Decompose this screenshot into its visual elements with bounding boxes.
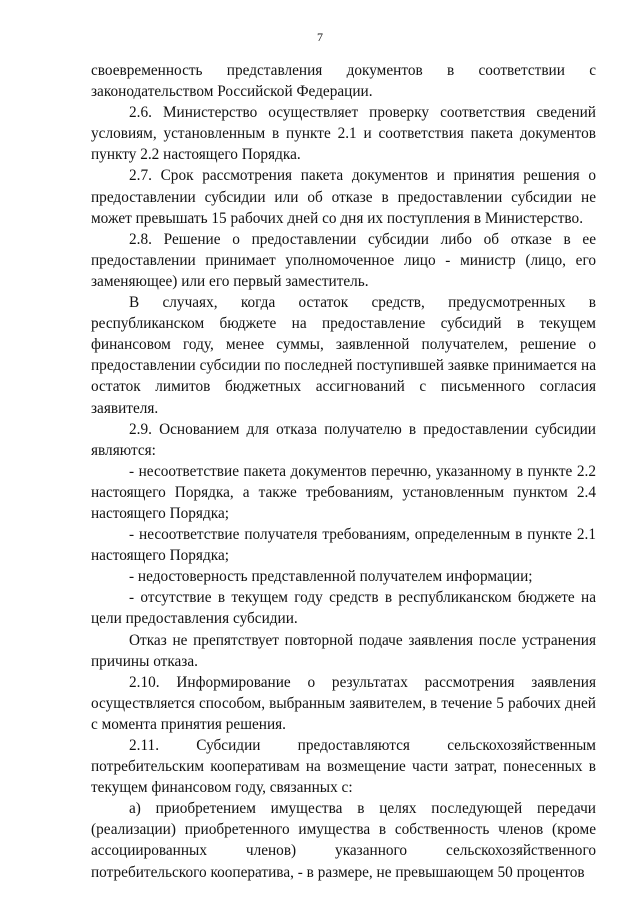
paragraph-2-9: 2.9. Основанием для отказа получателю в предоставлении субсидии являются:	[91, 420, 596, 459]
paragraph-2-6: 2.6. Министерство осуществляет проверку соответствия сведений условиям, установленным в пункте 2.1 и соответствия пакета документов пункту 2.2 настоящего Порядка.	[91, 104, 596, 164]
document-body	[91, 60, 596, 883]
paragraph-remaining-funds: В случаях, когда остаток средств, предусмотренных в республиканском бюджете на предоставление субсидий в текущем финансовом году, менее суммы, заявленной получателем, решение о предоставлении субсидии по последней поступившей заявке принимается на остаток лимитов бюджетных ассигнований с письменного согласия заявителя.	[91, 294, 596, 417]
paragraph-2-11-a: а) приобретением имущества в целях последующей передачи (реализации) приобретенного имущества в собственность членов (кроме ассоциированных членов) указанного сельскохозяйственного потребительского кооператива, - в размере, не превышающем 50 процентов	[91, 800, 596, 881]
page-number: 7	[317, 30, 323, 44]
list-item-refusal-3: - недостоверность представленной получателем информации;	[129, 568, 533, 586]
paragraph-continuation: своевременность представления документов в соответствии с законодательством Российской Федерации.	[91, 62, 596, 101]
paragraph-2-10: 2.10. Информирование о результатах рассмотрения заявления осуществляется способом, выбранным заявителем, в течение 5 рабочих дней с момента принятия решения.	[91, 673, 596, 733]
list-item-refusal-4: - отсутствие в текущем году средств в республиканском бюджете на цели предоставления субсидии.	[91, 589, 596, 628]
list-item-refusal-2: - несоответствие получателя требованиям, определенным в пункте 2.1 настоящего Порядка;	[91, 526, 596, 565]
list-item-refusal-1: - несоответствие пакета документов перечню, указанному в пункте 2.2 настоящего Порядка, а также требованиям, установленным пунктом 2.4 настоящего Порядка;	[91, 462, 596, 522]
paragraph-2-11: 2.11. Субсидии предоставляются сельскохозяйственным потребительским кооперативам на возмещение части затрат, понесенных в текущем финансовом году, связанных с:	[91, 737, 596, 797]
paragraph-refusal-note: Отказ не препятствует повторной подаче заявления после устранения причины отказа.	[91, 631, 596, 670]
paragraph-2-7: 2.7. Срок рассмотрения пакета документов и принятия решения о предоставлении субсидии или об отказе в предоставлении субсидии не может превышать 15 рабочих дней со дня их поступления в Министерство.	[91, 167, 596, 227]
paragraph-2-8: 2.8. Решение о предоставлении субсидии либо об отказе в ее предоставлении принимает уполномоченное лицо - министр (лицо, его заменяющее) или его первый заместитель.	[91, 230, 596, 290]
